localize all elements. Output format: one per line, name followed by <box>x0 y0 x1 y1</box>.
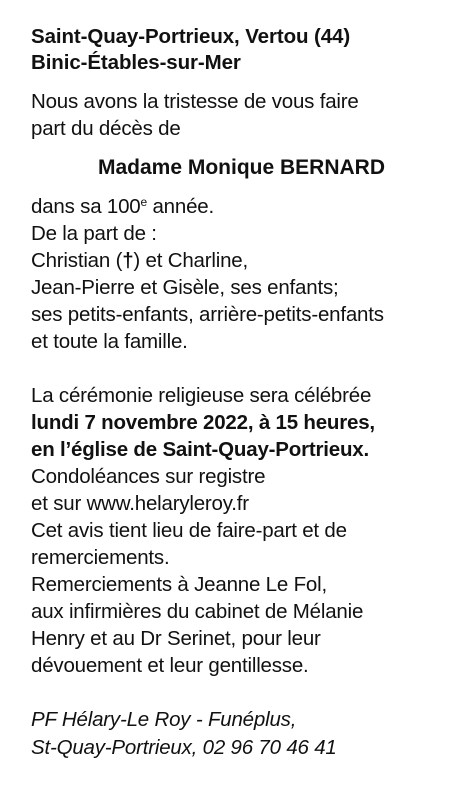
family-line: et toute la famille. <box>31 330 188 353</box>
thanks-line: Henry et au Dr Serinet, pour leur <box>31 627 321 650</box>
location-header <box>31 24 440 76</box>
children-line <box>31 247 440 274</box>
family-block <box>31 193 440 355</box>
condolences-line: et sur www.helaryleroy.fr <box>31 492 249 515</box>
notice-line: remerciements. <box>31 546 170 569</box>
ceremony-place: en l’église de Saint-Quay-Portrieux. <box>31 438 369 461</box>
ceremony-block <box>31 382 440 679</box>
thanks-line: Remerciements à Jeanne Le Fol, <box>31 573 327 596</box>
age-prefix: dans sa 100 <box>31 195 141 218</box>
deceased-name: Madame Monique BERNARD <box>97 156 386 179</box>
funeral-home-signature <box>31 706 440 762</box>
intro-line: part du décès de <box>31 117 181 140</box>
children-text: ) et Charline, <box>133 249 248 272</box>
grandchildren-line: ses petits-enfants, arrière-petits-enfants <box>31 303 384 326</box>
ceremony-intro: La cérémonie religieuse sera célébrée <box>31 384 372 407</box>
age-line <box>31 193 440 220</box>
children-line: Jean-Pierre et Gisèle, ses enfants; <box>31 276 339 299</box>
ceremony-date: lundi 7 novembre 2022, à 15 heures, <box>31 411 375 434</box>
signature-line: PF Hélary-Le Roy - Funéplus, <box>31 708 297 731</box>
age-superscript: e <box>140 195 147 209</box>
location-line: Binic-Étables-sur-Mer <box>31 51 241 74</box>
intro-text <box>31 88 440 142</box>
condolences-line: Condoléances sur registre <box>31 465 266 488</box>
from-line: De la part de : <box>31 222 157 245</box>
thanks-line: aux infirmières du cabinet de Mélanie <box>31 600 364 623</box>
children-text: Christian ( <box>31 249 123 272</box>
notice-line: Cet avis tient lieu de faire-part et de <box>31 519 347 542</box>
intro-line: Nous avons la tristesse de vous faire <box>31 90 359 113</box>
cross-icon: † <box>122 249 134 272</box>
signature-line: St-Quay-Portrieux, 02 96 70 46 41 <box>31 736 337 759</box>
location-line: Saint-Quay-Portrieux, Vertou (44) <box>31 25 351 48</box>
age-suffix: année. <box>146 195 214 218</box>
thanks-line: dévouement et leur gentillesse. <box>31 654 309 677</box>
